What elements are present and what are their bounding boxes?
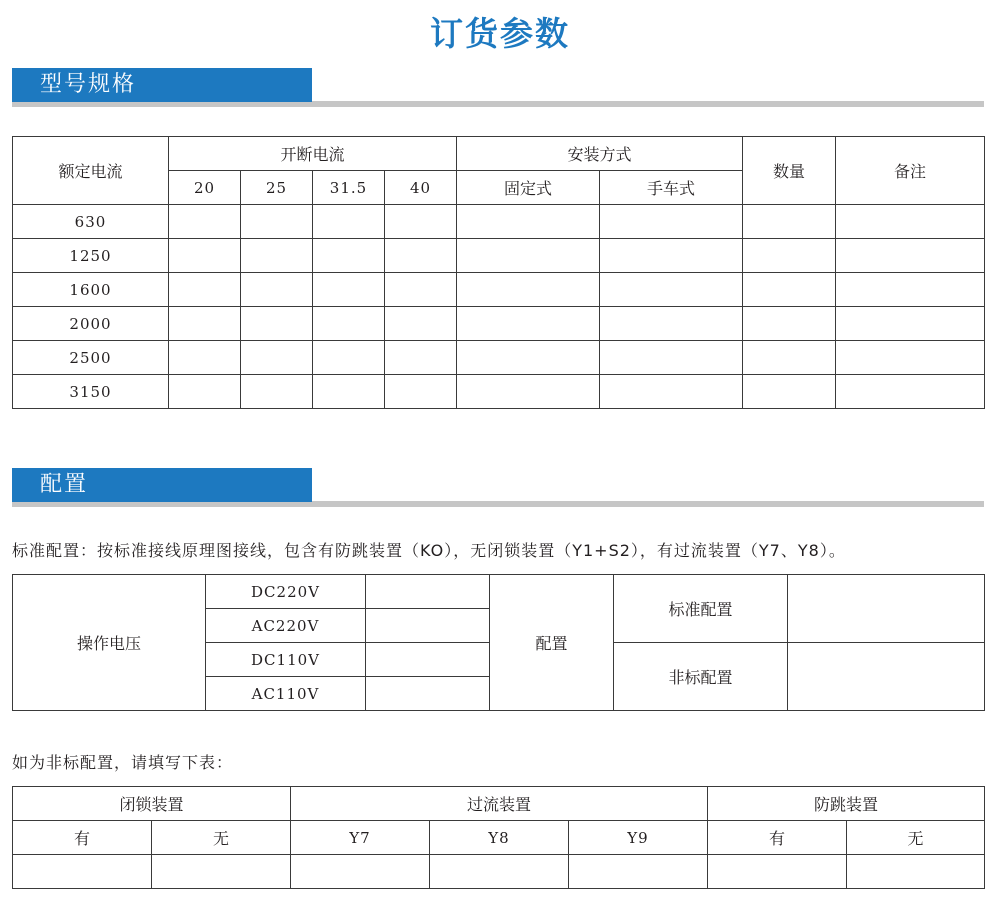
input-cell[interactable] (457, 375, 600, 409)
rated-current-header: 额定电流 (13, 137, 169, 205)
breaking-current-31-5: 31.5 (313, 171, 385, 205)
standard-config-note: 标准配置：按标准接线原理图接线，包含有防跳装置（KO），无闭锁装置（Y1+S2），有过流装置（Y7、Y8）。 (12, 541, 846, 560)
model-spec-table (12, 136, 985, 409)
install-fixed: 固定式 (457, 171, 600, 205)
table-row (13, 239, 985, 273)
input-cell[interactable] (366, 575, 490, 609)
input-cell[interactable] (169, 239, 241, 273)
input-cell[interactable] (743, 239, 836, 273)
quantity-header: 数量 (743, 137, 836, 205)
input-cell[interactable] (241, 273, 313, 307)
rated-current-value: 1250 (13, 239, 169, 273)
input-cell[interactable] (313, 341, 385, 375)
overcurrent-option-y8: Y8 (430, 821, 569, 855)
operating-voltage-label: 操作电压 (13, 575, 206, 711)
overcurrent-device-header: 过流装置 (291, 787, 708, 821)
input-cell[interactable] (385, 375, 457, 409)
table-row (13, 273, 985, 307)
non-standard-config-label: 非标配置 (614, 643, 788, 711)
rated-current-value: 2500 (13, 341, 169, 375)
input-cell[interactable] (836, 205, 985, 239)
input-cell[interactable] (836, 341, 985, 375)
input-cell[interactable] (836, 239, 985, 273)
input-cell[interactable] (313, 239, 385, 273)
voltage-config-table (12, 574, 985, 711)
input-cell[interactable] (600, 375, 743, 409)
non-standard-note: 如为非标配置，请填写下表： (12, 753, 234, 772)
input-cell[interactable] (313, 375, 385, 409)
table-row (13, 341, 985, 375)
section-heading-config: 配置 (12, 468, 312, 502)
input-cell[interactable] (313, 273, 385, 307)
input-cell[interactable] (169, 205, 241, 239)
input-cell[interactable] (836, 307, 985, 341)
device-table (12, 786, 985, 889)
breaking-current-40: 40 (385, 171, 457, 205)
overcurrent-option-y7: Y7 (291, 821, 430, 855)
input-cell[interactable] (385, 205, 457, 239)
input-cell[interactable] (457, 273, 600, 307)
input-cell[interactable] (836, 375, 985, 409)
input-cell[interactable] (385, 273, 457, 307)
table-row (13, 307, 985, 341)
breaking-current-header: 开断电流 (169, 137, 457, 171)
standard-config-label: 标准配置 (614, 575, 788, 643)
input-cell[interactable] (366, 643, 490, 677)
input-cell[interactable] (313, 307, 385, 341)
install-method-header: 安装方式 (457, 137, 743, 171)
input-cell[interactable] (743, 273, 836, 307)
input-cell[interactable] (847, 855, 985, 889)
input-cell[interactable] (569, 855, 708, 889)
rated-current-value: 1600 (13, 273, 169, 307)
lock-option-no: 无 (152, 821, 291, 855)
antipump-device-header: 防跳装置 (708, 787, 985, 821)
input-cell[interactable] (169, 375, 241, 409)
overcurrent-option-y9: Y9 (569, 821, 708, 855)
input-cell[interactable] (457, 307, 600, 341)
antipump-option-no: 无 (847, 821, 985, 855)
install-withdrawable: 手车式 (600, 171, 743, 205)
input-cell[interactable] (385, 341, 457, 375)
input-cell[interactable] (313, 205, 385, 239)
table-row (13, 375, 985, 409)
lock-device-header: 闭锁装置 (13, 787, 291, 821)
input-cell[interactable] (743, 341, 836, 375)
table-row (13, 205, 985, 239)
remarks-header: 备注 (836, 137, 985, 205)
input-cell[interactable] (743, 205, 836, 239)
antipump-option-yes: 有 (708, 821, 847, 855)
input-cell[interactable] (600, 205, 743, 239)
table-row (13, 855, 985, 889)
input-cell[interactable] (169, 307, 241, 341)
input-cell[interactable] (430, 855, 569, 889)
input-cell[interactable] (366, 609, 490, 643)
breaking-current-25: 25 (241, 171, 313, 205)
section-heading-model: 型号规格 (12, 68, 312, 102)
page-title: 订货参数 (430, 14, 570, 53)
voltage-option-dc110v: DC110V (206, 643, 366, 677)
input-cell[interactable] (788, 575, 985, 643)
breaking-current-20: 20 (169, 171, 241, 205)
input-cell[interactable] (600, 341, 743, 375)
input-cell[interactable] (241, 205, 313, 239)
input-cell[interactable] (241, 307, 313, 341)
input-cell[interactable] (169, 273, 241, 307)
input-cell[interactable] (385, 307, 457, 341)
input-cell[interactable] (241, 239, 313, 273)
input-cell[interactable] (743, 307, 836, 341)
input-cell[interactable] (600, 239, 743, 273)
input-cell[interactable] (366, 677, 490, 711)
voltage-option-ac220v: AC220V (206, 609, 366, 643)
rated-current-value: 630 (13, 205, 169, 239)
input-cell[interactable] (169, 341, 241, 375)
input-cell[interactable] (385, 239, 457, 273)
input-cell[interactable] (291, 855, 430, 889)
input-cell[interactable] (743, 375, 836, 409)
input-cell[interactable] (708, 855, 847, 889)
voltage-option-dc220v: DC220V (206, 575, 366, 609)
input-cell[interactable] (457, 341, 600, 375)
rated-current-value: 2000 (13, 307, 169, 341)
voltage-option-ac110v: AC110V (206, 677, 366, 711)
input-cell[interactable] (241, 341, 313, 375)
input-cell[interactable] (241, 375, 313, 409)
input-cell[interactable] (13, 855, 152, 889)
input-cell[interactable] (600, 273, 743, 307)
config-label: 配置 (490, 575, 614, 711)
rated-current-value: 3150 (13, 375, 169, 409)
input-cell[interactable] (152, 855, 291, 889)
input-cell[interactable] (600, 307, 743, 341)
input-cell[interactable] (788, 643, 985, 711)
input-cell[interactable] (457, 239, 600, 273)
input-cell[interactable] (836, 273, 985, 307)
lock-option-yes: 有 (13, 821, 152, 855)
input-cell[interactable] (457, 205, 600, 239)
